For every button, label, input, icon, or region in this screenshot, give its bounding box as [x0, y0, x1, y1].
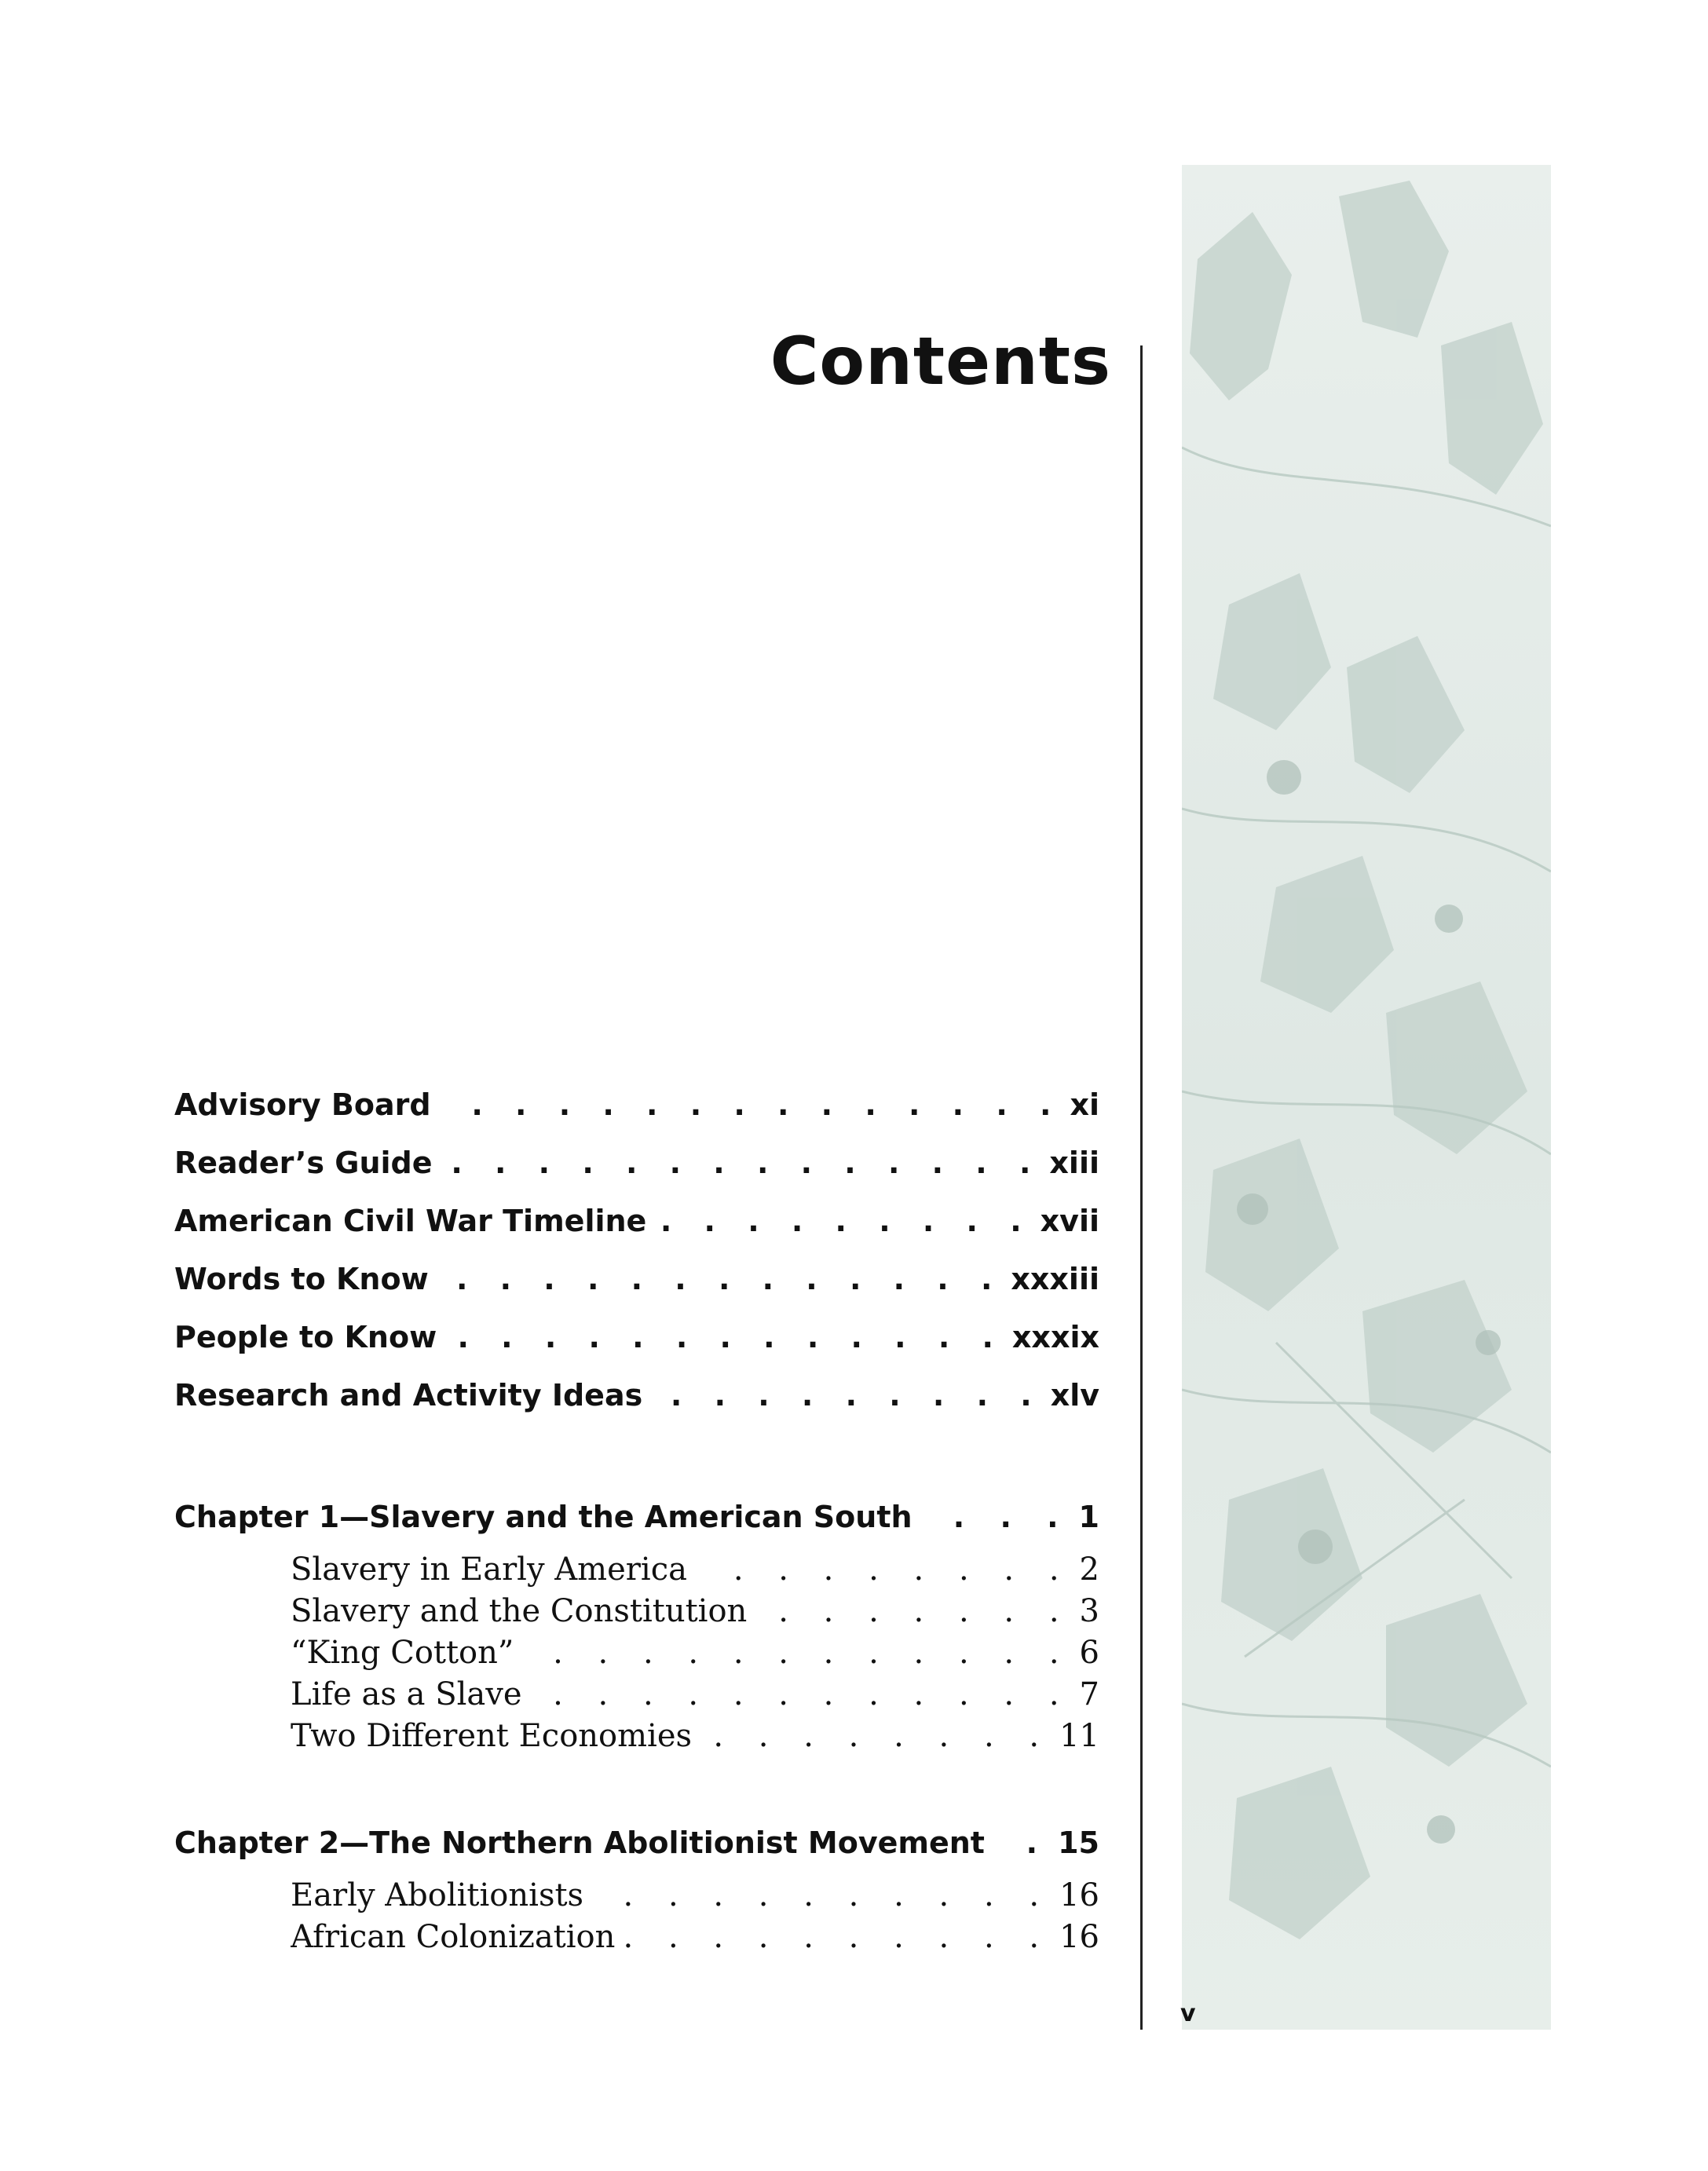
toc-entry-page: xiii: [1049, 1146, 1099, 1180]
toc-entry-research-ideas[interactable]: [174, 1366, 1099, 1424]
chapter-page: 1: [1078, 1500, 1099, 1534]
toc-entry-title: People to Know: [174, 1308, 446, 1366]
toc-entry-title: Words to Know: [174, 1250, 438, 1308]
toc-section[interactable]: [291, 1674, 1099, 1716]
section-page: 3: [1079, 1593, 1099, 1629]
section-title: Two Different Economies: [291, 1716, 701, 1757]
section-title: Life as a Slave: [291, 1674, 532, 1716]
toc-entry-page: xxxix: [1011, 1320, 1099, 1354]
section-page: 16: [1059, 1919, 1099, 1955]
dot-leader: [523, 1632, 1071, 1674]
toc-chapter-1[interactable]: [174, 1488, 1099, 1546]
dot-leader: [446, 1308, 1004, 1366]
section-page: 6: [1079, 1635, 1099, 1671]
chapter-page: 15: [1058, 1826, 1099, 1860]
dot-leader: [438, 1250, 1004, 1308]
toc-entry-advisory-board[interactable]: [174, 1076, 1099, 1134]
toc-section[interactable]: [291, 1875, 1099, 1917]
toc-section[interactable]: [291, 1917, 1099, 1958]
toc-entry-page: xlv: [1050, 1378, 1099, 1413]
page-title: Contents: [770, 323, 1111, 400]
dot-leader: [994, 1814, 1050, 1872]
toc-entry-title: American Civil War Timeline: [174, 1192, 656, 1250]
chapter-title: Chapter 1—Slavery and the American South: [174, 1488, 922, 1546]
section-title: Slavery and the Constitution: [291, 1591, 756, 1632]
toc-entry-title: Research and Activity Ideas: [174, 1366, 652, 1424]
section-page: 7: [1079, 1676, 1099, 1712]
toc-chapter-2[interactable]: [174, 1814, 1099, 1872]
section-title: “King Cotton”: [291, 1632, 523, 1674]
section-page: 16: [1059, 1877, 1099, 1913]
dot-leader: [756, 1591, 1071, 1632]
dot-leader: [624, 1917, 1051, 1958]
toc-entry-timeline[interactable]: [174, 1192, 1099, 1250]
toc-entry-page: xvii: [1040, 1204, 1099, 1238]
section-title: Early Abolitionists: [291, 1875, 593, 1917]
dot-leader: [593, 1875, 1051, 1917]
battle-engraving-image: [1182, 165, 1551, 2030]
dot-leader: [701, 1716, 1051, 1757]
chapter-2-block: [174, 1814, 1099, 1958]
dot-leader: [922, 1488, 1071, 1546]
section-title: Slavery in Early America: [291, 1549, 697, 1591]
decorative-illustration: [1182, 165, 1551, 2030]
front-matter-list: [174, 1076, 1099, 1424]
dot-leader: [442, 1134, 1042, 1192]
toc-entry-page: xi: [1070, 1087, 1099, 1122]
toc-entry-people-to-know[interactable]: [174, 1308, 1099, 1366]
toc-entry-words-to-know[interactable]: [174, 1250, 1099, 1308]
section-title: African Colonization: [291, 1917, 624, 1958]
vertical-divider: [1140, 345, 1143, 2030]
toc-entry-title: Advisory Board: [174, 1076, 441, 1134]
chapter-1-sections: [174, 1549, 1099, 1757]
section-page: 2: [1079, 1551, 1099, 1588]
toc-entry-title: Reader’s Guide: [174, 1134, 442, 1192]
toc-section[interactable]: [291, 1549, 1099, 1591]
dot-leader: [697, 1549, 1072, 1591]
section-page: 11: [1059, 1718, 1099, 1754]
toc-entry-readers-guide[interactable]: [174, 1134, 1099, 1192]
page-number: v: [1180, 2000, 1196, 2027]
toc-section[interactable]: [291, 1716, 1099, 1757]
chapter-2-sections: [174, 1875, 1099, 1958]
toc-section[interactable]: [291, 1632, 1099, 1674]
chapter-title: Chapter 2—The Northern Abolitionist Movement: [174, 1814, 994, 1872]
dot-leader: [532, 1674, 1072, 1716]
dot-leader: [656, 1192, 1032, 1250]
toc-section[interactable]: [291, 1591, 1099, 1632]
dot-leader: [652, 1366, 1042, 1424]
toc-entry-page: xxxiii: [1011, 1262, 1099, 1296]
dot-leader: [441, 1076, 1062, 1134]
chapter-1-block: [174, 1488, 1099, 1757]
